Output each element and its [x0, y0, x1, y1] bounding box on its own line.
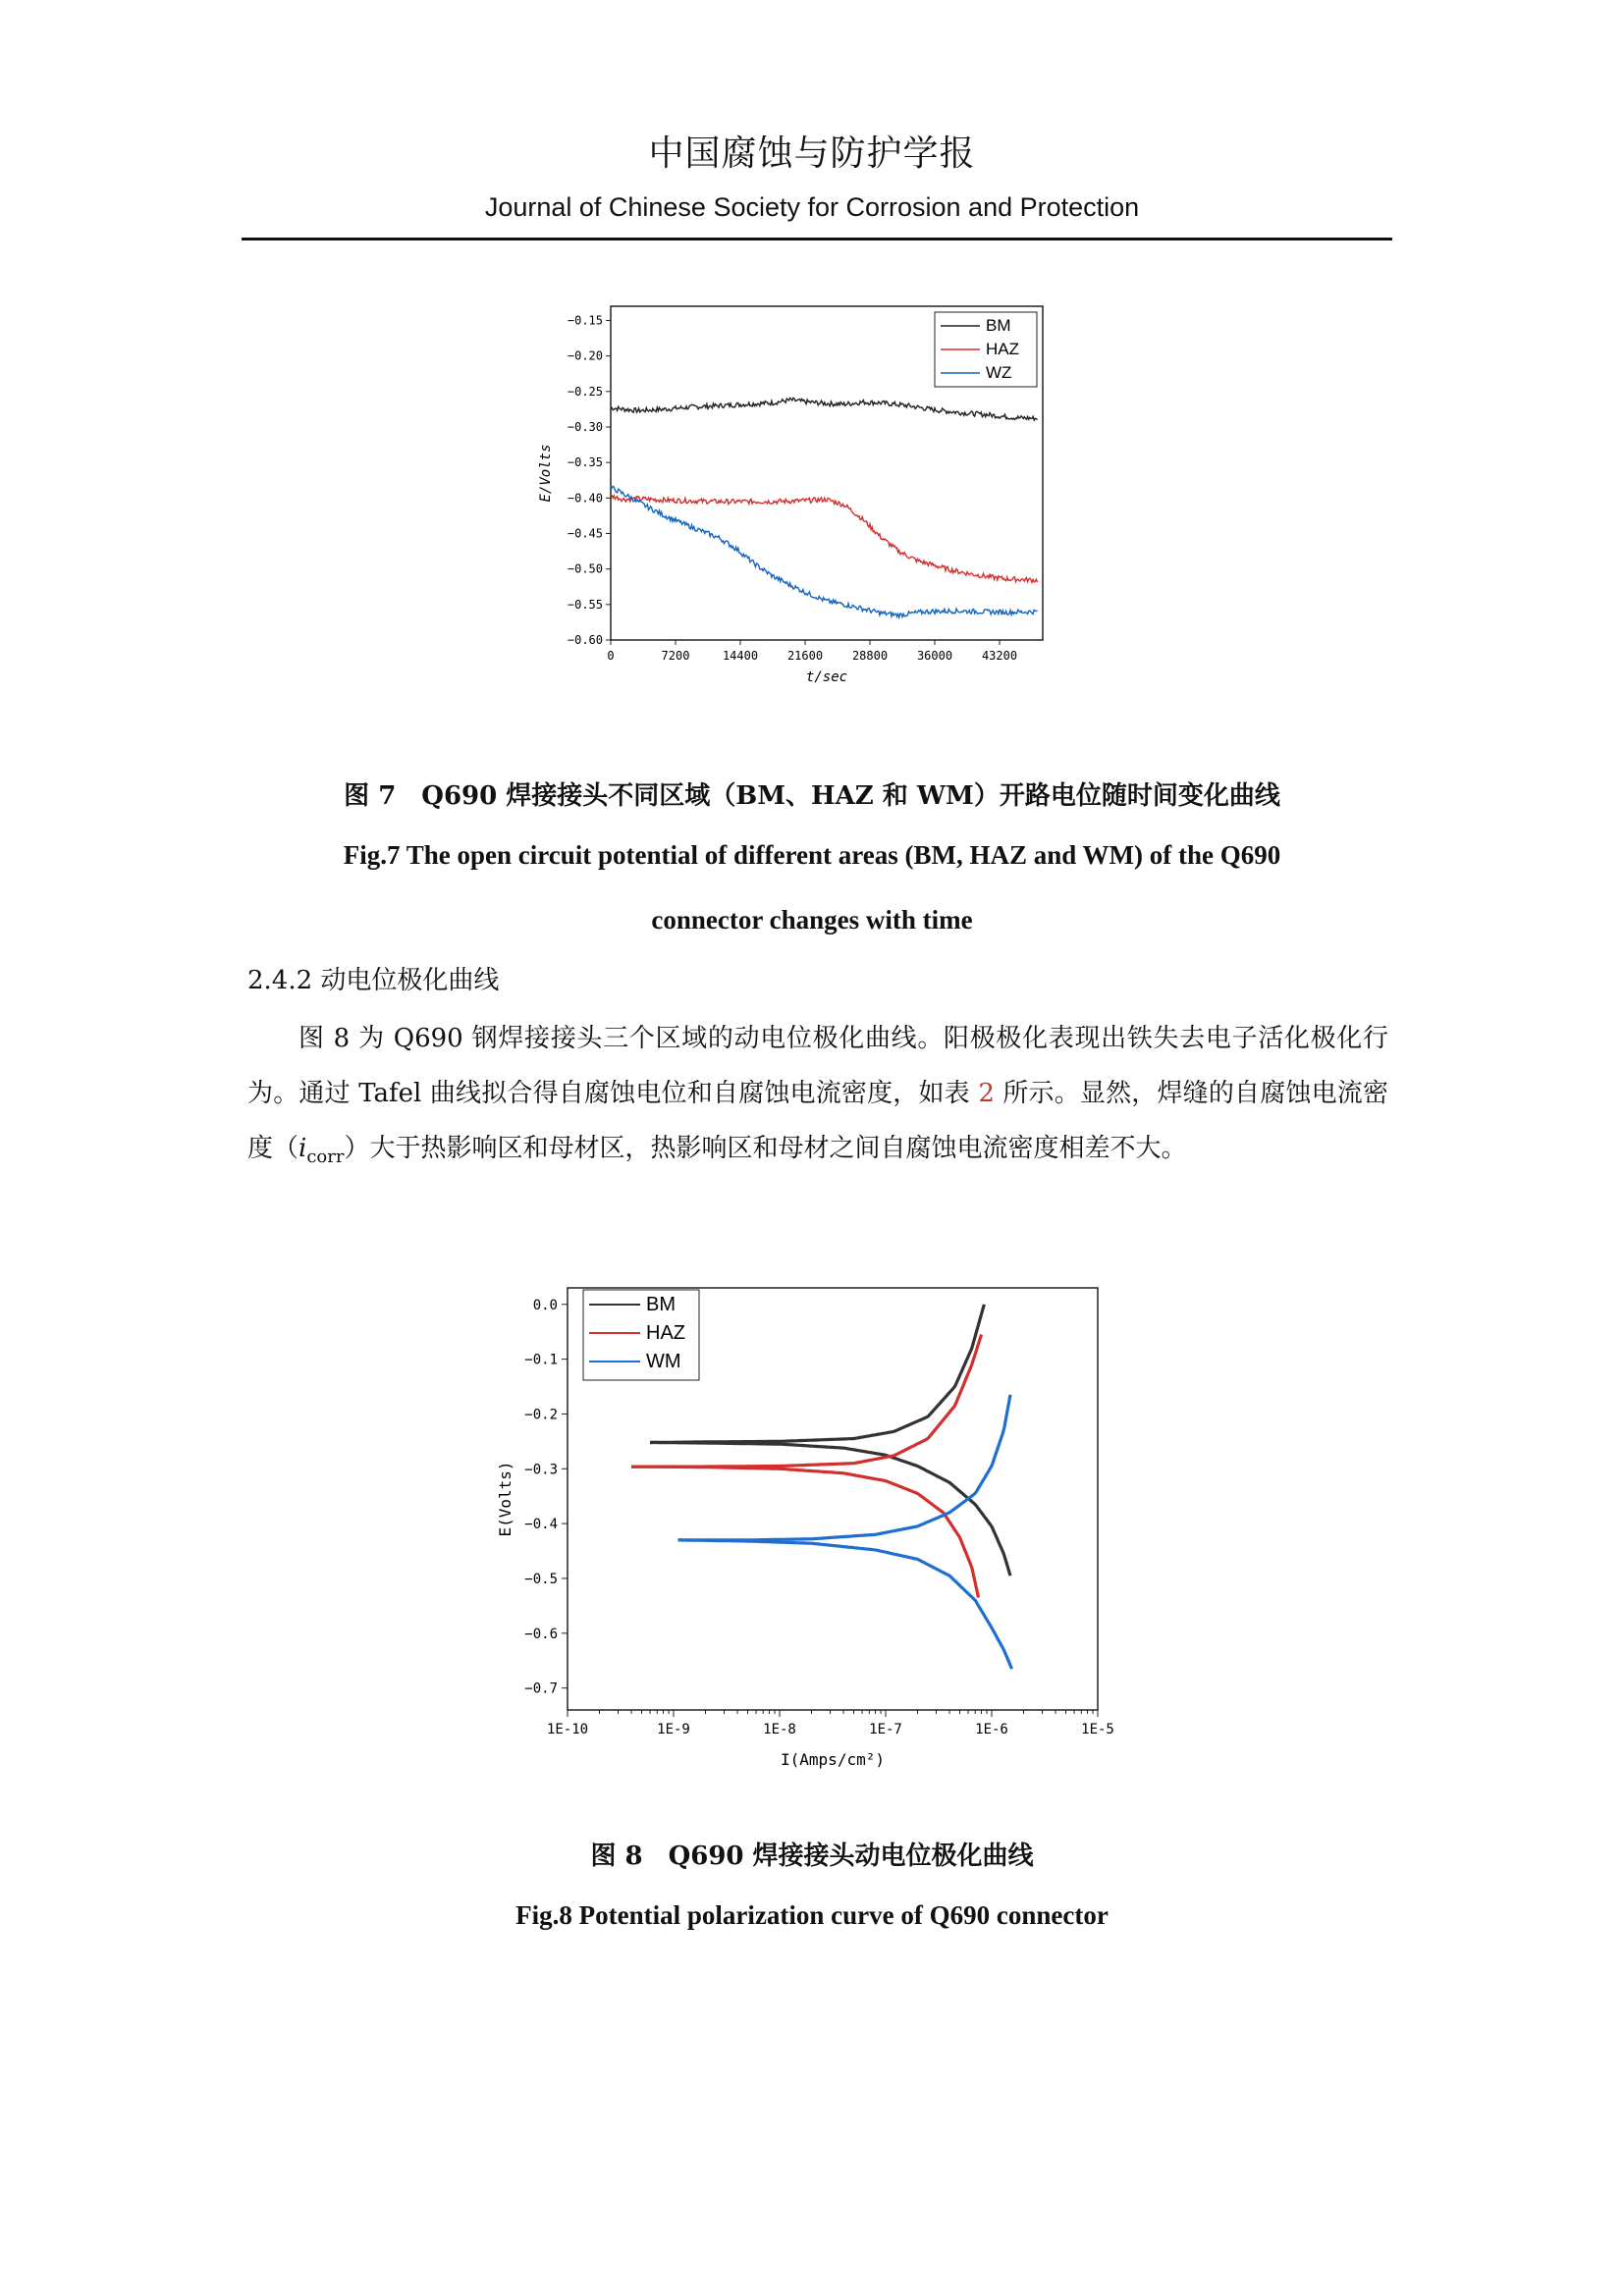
y-tick-label: −0.55 [567, 597, 603, 612]
figure-7-caption-en-line2: connector changes with time [651, 905, 973, 934]
y-tick-label: −0.60 [567, 633, 603, 647]
series-cathodic-wm [678, 1540, 1012, 1669]
y-axis-label: E/Volts [538, 444, 554, 503]
x-tick-label: 1E-8 [763, 1722, 796, 1737]
y-tick-label: 0.0 [532, 1297, 558, 1313]
figure-7-caption-en-line1: Fig.7 The open circuit potential of different areas (BM, HAZ and WM) of the Q690 [343, 840, 1281, 870]
y-tick-label: −0.1 [524, 1352, 558, 1368]
legend-label-bm: BM [646, 1294, 676, 1315]
y-axis-label: E(Volts) [496, 1461, 514, 1537]
y-tick-label: −0.4 [524, 1517, 558, 1533]
x-tick-label: 1E-6 [975, 1722, 1008, 1737]
y-tick-label: −0.15 [567, 313, 603, 328]
y-tick-label: −0.25 [567, 384, 603, 399]
legend-label-bm: BM [986, 316, 1011, 335]
figure-8-caption-en: Fig.8 Potential polarization curve of Q690 connector [515, 1900, 1109, 1930]
figure-7-chart [530, 294, 1080, 726]
series-anodic-bm [650, 1305, 984, 1443]
x-tick-label: 43200 [981, 649, 1018, 663]
x-tick-label: 21600 [786, 649, 824, 663]
x-axis-label: t/sec [805, 669, 848, 685]
x-tick-label: 1E-10 [546, 1722, 589, 1737]
legend-label-haz: HAZ [986, 340, 1019, 358]
x-tick-label: 1E-5 [1081, 1722, 1114, 1737]
journal-title-cn: 中国腐蚀与防护学报 [648, 133, 976, 174]
y-tick-label: −0.3 [524, 1462, 558, 1478]
y-tick-label: −0.35 [567, 455, 603, 470]
y-tick-label: −0.7 [524, 1681, 558, 1697]
y-tick-label: −0.20 [567, 348, 603, 363]
y-tick-label: −0.2 [524, 1407, 558, 1423]
paragraph-text-2: 所示。显然，焊缝的自腐蚀电流密度（ [247, 1079, 1388, 1163]
table-reference-link[interactable]: 2 [978, 1079, 995, 1108]
body-paragraph [247, 1011, 1388, 1185]
y-tick-label: −0.30 [567, 419, 603, 434]
series-line-wz [611, 486, 1038, 617]
icorr-subscript: corr [306, 1147, 345, 1168]
x-tick-label: 1E-9 [657, 1722, 690, 1737]
x-tick-label: 36000 [916, 649, 953, 663]
legend-label-haz: HAZ [646, 1322, 685, 1344]
x-tick-label: 0 [607, 649, 615, 663]
journal-title-en: Journal of Chinese Society for Corrosion and Protection [484, 192, 1140, 222]
figure-8-chart [489, 1276, 1137, 1796]
legend-label-wz: WZ [986, 363, 1012, 382]
x-tick-label: 28800 [851, 649, 889, 663]
paragraph-text-3: ）大于热影响区和母材区，热影响区和母材之间自腐蚀电流密度相差不大。 [344, 1134, 1187, 1163]
icorr-symbol: i [298, 1134, 307, 1163]
series-line-bm [611, 398, 1038, 420]
series-line-haz [611, 495, 1038, 583]
x-tick-label: 14400 [722, 649, 759, 663]
y-tick-label: −0.40 [567, 491, 603, 506]
figure-8-caption-cn: 图 8 Q690 焊接接头动电位极化曲线 [590, 1842, 1034, 1871]
figure-7-caption-cn: 图 7 Q690 焊接接头不同区域（BM、HAZ 和 WM）开路电位随时间变化曲线 [344, 781, 1280, 811]
x-axis-label: I(Amps/cm²) [781, 1750, 885, 1769]
section-heading: 2.4.2 动电位极化曲线 [247, 966, 500, 995]
header-divider [242, 238, 1392, 240]
x-tick-label: 7200 [661, 649, 690, 663]
y-tick-label: −0.6 [524, 1626, 558, 1642]
y-tick-label: −0.45 [567, 526, 603, 541]
legend-label-wm: WM [646, 1351, 681, 1372]
y-tick-label: −0.50 [567, 561, 603, 576]
y-tick-label: −0.5 [524, 1571, 558, 1587]
paragraph-text-1: 图 8 为 Q690 钢焊接接头三个区域的动电位极化曲线。阳极极化表现出铁失去电子活化极化行为。通过 Tafel 曲线拟合得自腐蚀电位和自腐蚀电流密度，如表 [247, 1024, 1388, 1108]
x-tick-label: 1E-7 [869, 1722, 902, 1737]
series-cathodic-haz [631, 1467, 979, 1597]
